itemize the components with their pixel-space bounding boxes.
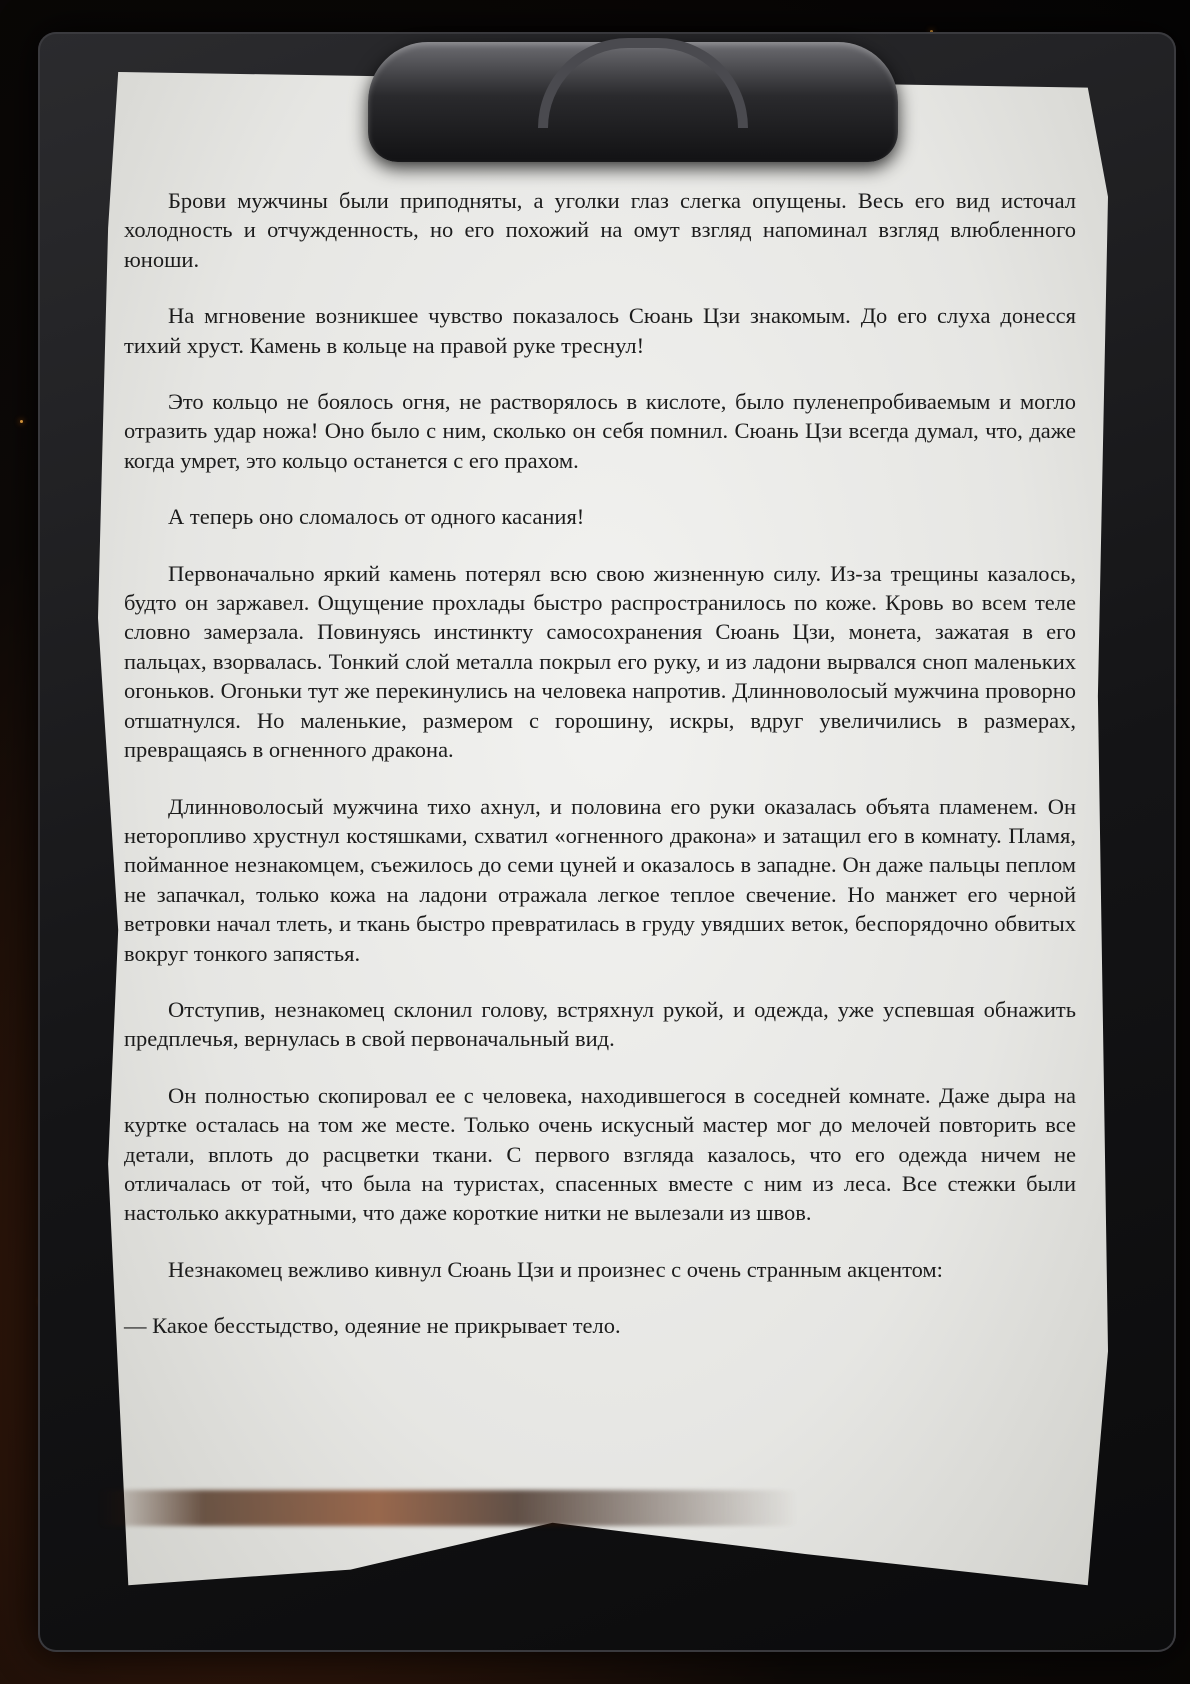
paragraph-8: Он полностью скопировал ее с человека, находившегося в соседней комнате. Даже дыра на куртке осталась на том же месте. Только очень искусный мастер мог до мелочей повторить все детали, вплоть до расцветки ткани. С первого взгляда казалось, что его одежда ничем не отличалась от той, что была на туристах, спасенных вместе с ним из леса. Все стежки были настолько аккуратными, что даже короткие нитки не вылезали из швов. <box>124 1082 1076 1226</box>
burn-mark <box>98 1490 798 1526</box>
paragraph-5: Первоначально яркий камень потерял всю свою жизненную силу. Из-за трещины казалось, будто он заржавел. Ощущение прохлады быстро распространилось по коже. Кровь во всем теле словно замерзала. Повинуясь инстинкту самосохранения Сюань Цзи, монета, зажатая в его пальцах, взорвалась. Тонкий слой металла покрыл его руку, и из ладони вырвался сноп маленьких огоньков. Огоньки тут же перекинулись на человека напротив. Длинноволосый мужчина проворно отшатнулся. Но маленькие, размером с горошину, искры, вдруг увеличились в размерах, превращаясь в огненного дракона. <box>124 560 1076 763</box>
paragraph-1: Брови мужчины были приподняты, а уголки глаз слегка опущены. Весь его вид источал холодность и отчужденность, но его похожий на омут взгляд напоминал взгляд влюбленного юноши. <box>124 188 1076 272</box>
paragraph-2: На мгновение возникшее чувство показалось Сюань Цзи знакомым. До его слуха донесся тихий хруст. Камень в кольце на правой руке треснул! <box>124 303 1076 358</box>
paragraph-7: Отступив, незнакомец склонил голову, встряхнул рукой, и одежда, уже успевшая обнажить предплечья, вернулась в свой первоначальный вид. <box>124 996 1076 1052</box>
paragraph-3: Это кольцо не боялось огня, не растворялось в кислоте, было пуленепробиваемым и могло отразить удар ножа! Оно было с ним, сколько он себя помнил. Сюань Цзи всегда думал, что, даже когда умрет, это кольцо останется с его прахом. <box>124 389 1076 473</box>
paragraph-9: Незнакомец вежливо кивнул Сюань Цзи и произнес с очень странным акцентом: <box>168 1256 943 1282</box>
document-text <box>124 186 1076 1368</box>
paragraph-4: А теперь оно сломалось от одного касания! <box>168 504 585 530</box>
clip-ring <box>538 38 748 128</box>
spark <box>20 420 23 423</box>
paragraph-6: Длинноволосый мужчина тихо ахнул, и половина его руки оказалась объята пламенем. Он неторопливо хрустнул костяшками, схватил «огненного дракона» и затащил его в комнату. Пламя, пойманное незнакомцем, съежилось до семи цуней и оказалось в западне. Он даже пальцы пеплом не запачкал, только кожа на ладони отражала легкое теплое свечение. Но манжет его черной ветровки начал тлеть, и ткань быстро превратилась в груду увядших веток, беспорядочно обвитых вокруг тонкого запястья. <box>124 793 1076 966</box>
paragraph-10: — Какое бесстыдство, одеяние не прикрывает тело. <box>124 1313 621 1339</box>
clipboard-clip <box>368 42 898 162</box>
